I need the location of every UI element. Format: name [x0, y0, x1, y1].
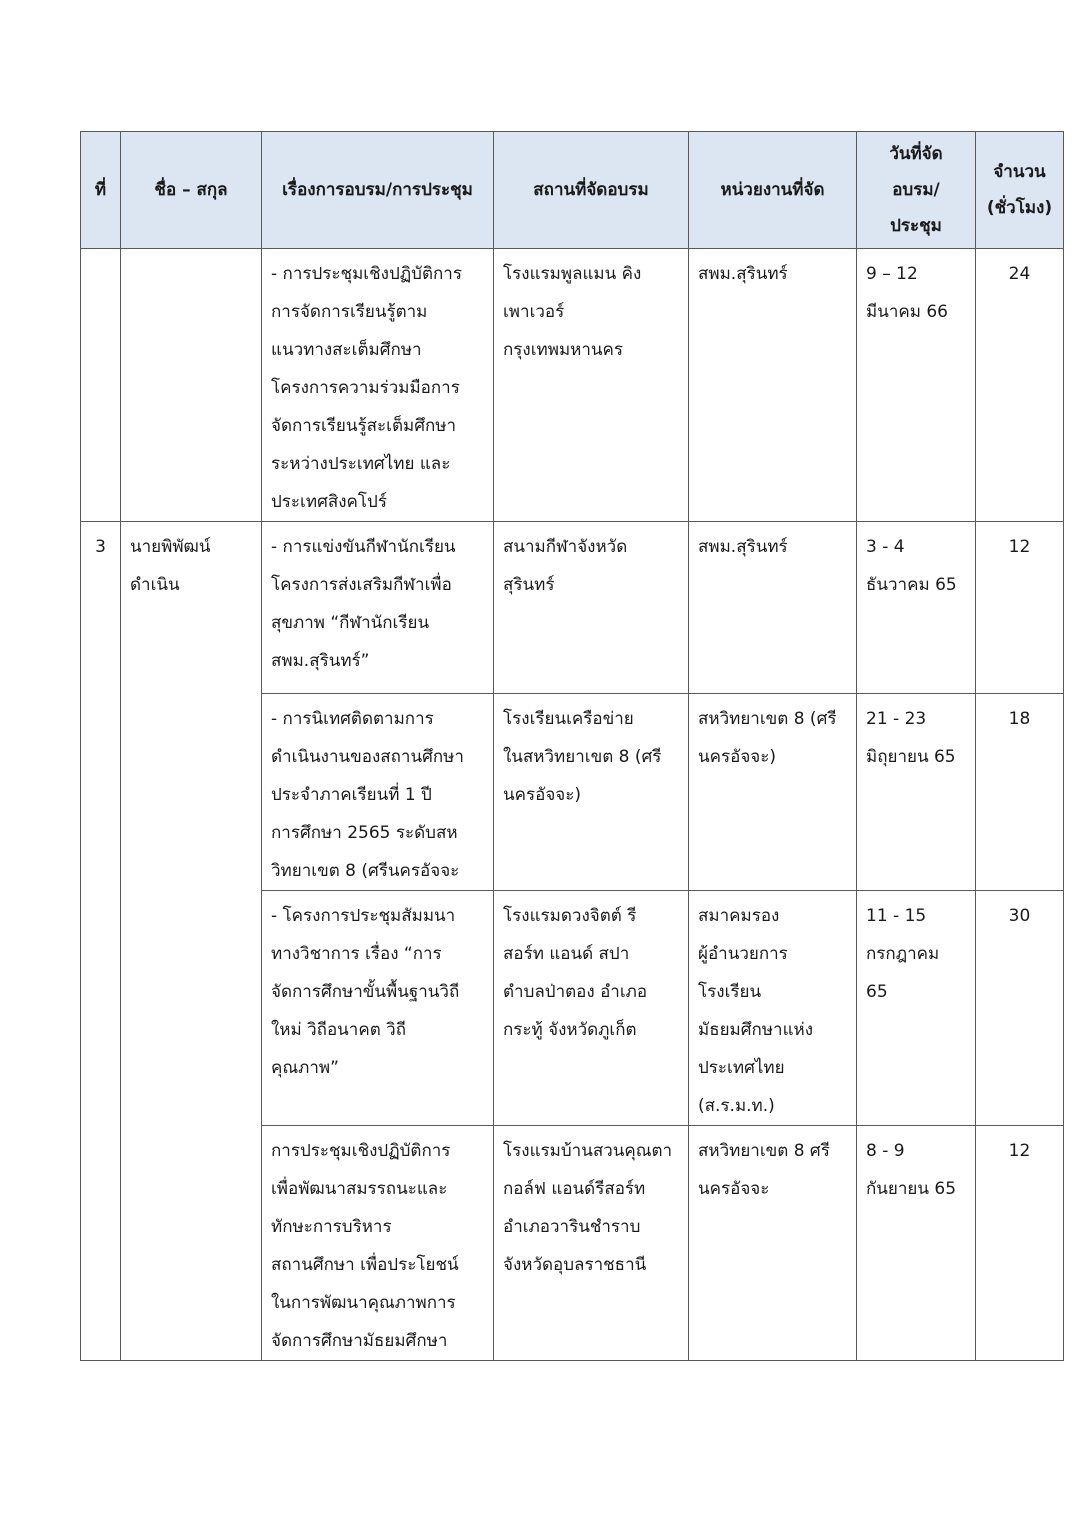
cell-name: [121, 249, 262, 522]
cell-organizer: สพม.สุรินทร์: [689, 522, 857, 694]
cell-no: [81, 249, 121, 522]
cell-name: นายพิพัฒน์ ดำเนิน: [121, 522, 262, 1361]
cell-hours: 24: [976, 249, 1064, 522]
header-name: ชื่อ – สกุล: [121, 132, 262, 249]
header-date: วันที่จัด อบรม/ ประชุม: [857, 132, 976, 249]
cell-hours: 12: [976, 522, 1064, 694]
cell-hours: 12: [976, 1126, 1064, 1361]
header-hours: จำนวน (ชั่วโมง): [976, 132, 1064, 249]
header-organizer: หน่วยงานที่จัด: [689, 132, 857, 249]
table-header-row: [81, 132, 1064, 249]
cell-venue: สนามกีฬาจังหวัด สุรินทร์: [494, 522, 689, 694]
cell-venue: โรงแรมดวงจิตต์ รี สอร์ท แอนด์ สปา ตำบลป่าตอง อำเภอ กระทู้ จังหวัดภูเก็ต: [494, 891, 689, 1126]
header-no: ที่: [81, 132, 121, 249]
cell-topic: - โครงการประชุมสัมมนา ทางวิชาการ เรื่อง “การ จัดการศึกษาขั้นพื้นฐานวิถี ใหม่ วิถีอนาคต วิถี คุณภาพ”: [262, 891, 494, 1126]
header-topic: เรื่องการอบรม/การประชุม: [262, 132, 494, 249]
cell-topic: - การประชุมเชิงปฏิบัติการ การจัดการเรียนรู้ตาม แนวทางสะเต็มศึกษา โครงการความร่วมมือการ จัดการเรียนรู้สะเต็มศึกษา ระหว่างประเทศไทย และ ประเทศสิงคโปร์: [262, 249, 494, 522]
cell-date: 21 - 23 มิถุยายน 65: [857, 694, 976, 891]
cell-date: 11 - 15 กรกฎาคม 65: [857, 891, 976, 1126]
cell-hours: 30: [976, 891, 1064, 1126]
cell-topic: การประชุมเชิงปฏิบัติการ เพื่อพัฒนาสมรรถนะและ ทักษะการบริหาร สถานศึกษา เพื่อประโยชน์ ในการพัฒนาคุณภาพการ จัดการศึกษามัธยมศึกษา: [262, 1126, 494, 1361]
header-venue: สถานที่จัดอบรม: [494, 132, 689, 249]
cell-date: 8 - 9 กันยายน 65: [857, 1126, 976, 1361]
cell-organizer: สพม.สุรินทร์: [689, 249, 857, 522]
cell-date: 9 – 12 มีนาคม 66: [857, 249, 976, 522]
cell-venue: โรงแรมบ้านสวนคุณตา กอล์ฟ แอนด์รีสอร์ท อำเภอวารินชำราบ จังหวัดอุบลราชธานี: [494, 1126, 689, 1361]
table-row: [81, 249, 1064, 522]
cell-no: 3: [81, 522, 121, 1361]
cell-topic: - การแข่งขันกีฬานักเรียน โครงการส่งเสริมกีฬาเพื่อ สุขภาพ “กีฬานักเรียน สพม.สุรินทร์”: [262, 522, 494, 694]
training-record-table: [80, 131, 1064, 1361]
cell-organizer: สมาคมรอง ผู้อำนวยการ โรงเรียน มัธยมศึกษาแห่ง ประเทศไทย (ส.ร.ม.ท.): [689, 891, 857, 1126]
cell-venue: โรงแรมพูลแมน คิง เพาเวอร์ กรุงเทพมหานคร: [494, 249, 689, 522]
table-row: [81, 522, 1064, 694]
cell-venue: โรงเรียนเครือข่าย ในสหวิทยาเขต 8 (ศรี นครอัจจะ): [494, 694, 689, 891]
cell-topic: - การนิเทศติดตามการ ดำเนินงานของสถานศึกษา ประจำภาคเรียนที่ 1 ปี การศึกษา 2565 ระดับสห วิทยาเขต 8 (ศรีนครอัจจะ: [262, 694, 494, 891]
cell-date: 3 - 4 ธันวาคม 65: [857, 522, 976, 694]
cell-organizer: สหวิทยาเขต 8 ศรี นครอัจจะ: [689, 1126, 857, 1361]
cell-organizer: สหวิทยาเขต 8 (ศรี นครอัจจะ): [689, 694, 857, 891]
cell-hours: 18: [976, 694, 1064, 891]
